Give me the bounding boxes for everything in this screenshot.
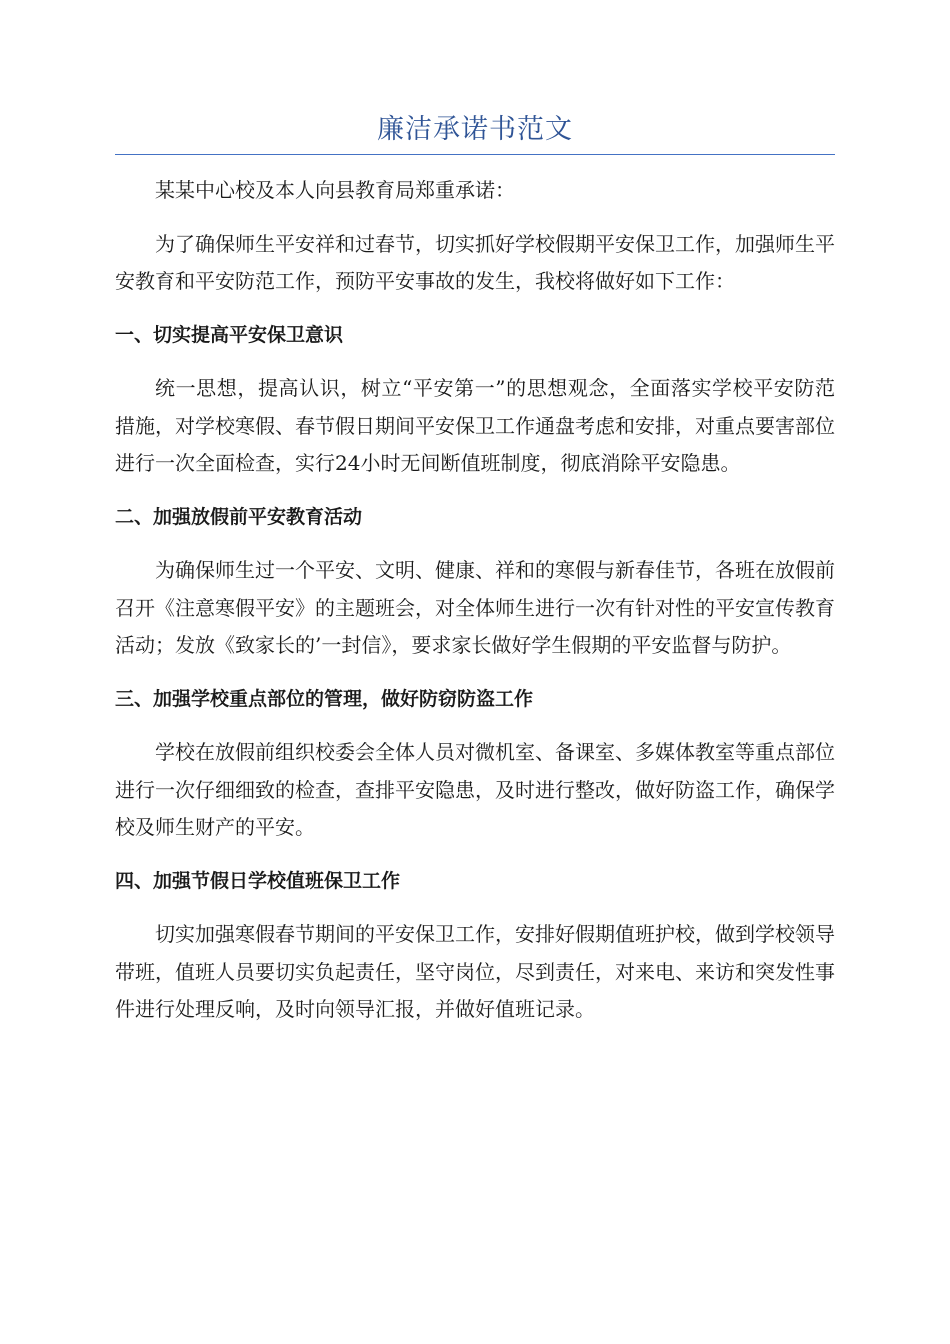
section-paragraph-4: 切实加强寒假春节期间的平安保卫工作，安排好假期值班护校，做到学校领导带班，值班人员要切实负起责任，坚守岗位，尽到责任，对来电、来访和突发性事件进行处理反响，及时向领导汇报，并做好值班记录。 — [115, 922, 835, 1021]
title-underline — [115, 154, 835, 155]
section-heading-2: 二、加强放假前平安教育活动 — [115, 505, 363, 528]
section-heading-4: 四、加强节假日学校值班保卫工作 — [115, 869, 401, 892]
section-paragraph-3: 学校在放假前组织校委会全体人员对微机室、备课室、多媒体教室等重点部位进行一次仔细细致的检查，查排平安隐患，及时进行整改，做好防盗工作，确保学校及师生财产的平安。 — [115, 740, 835, 839]
document-title: 廉洁承诺书范文 — [377, 114, 573, 145]
title-area — [115, 110, 835, 150]
section-paragraph-2: 为确保师生过一个平安、文明、健康、祥和的寒假与新春佳节，各班在放假前召开《注意寒假平安》的主题班会，对全体师生进行一次有针对性的平安宣传教育活动；发放《致家长的’一封信》，要求家长做好学生假期的平安监督与防护。 — [115, 558, 835, 657]
document-body — [115, 172, 835, 1045]
section-paragraph-1: 统一思想，提高认识，树立“平安第一”的思想观念，全面落实学校平安防范措施，对学校寒假、春节假日期间平安保卫工作通盘考虑和安排，对重点要害部位进行一次全面检查，实行24小时无间断值班制度，彻底消除平安隐患。 — [115, 376, 835, 475]
section-heading-1: 一、切实提高平安保卫意识 — [115, 323, 344, 346]
section-heading-3: 三、加强学校重点部位的管理，做好防窃防盗工作 — [115, 687, 534, 710]
salutation-paragraph: 某某中心校及本人向县教育局郑重承诺： — [155, 178, 515, 202]
intro-paragraph: 为了确保师生平安祥和过春节，切实抓好学校假期平安保卫工作，加强师生平安教育和平安防范工作，预防平安事故的发生，我校将做好如下工作： — [115, 231, 835, 293]
